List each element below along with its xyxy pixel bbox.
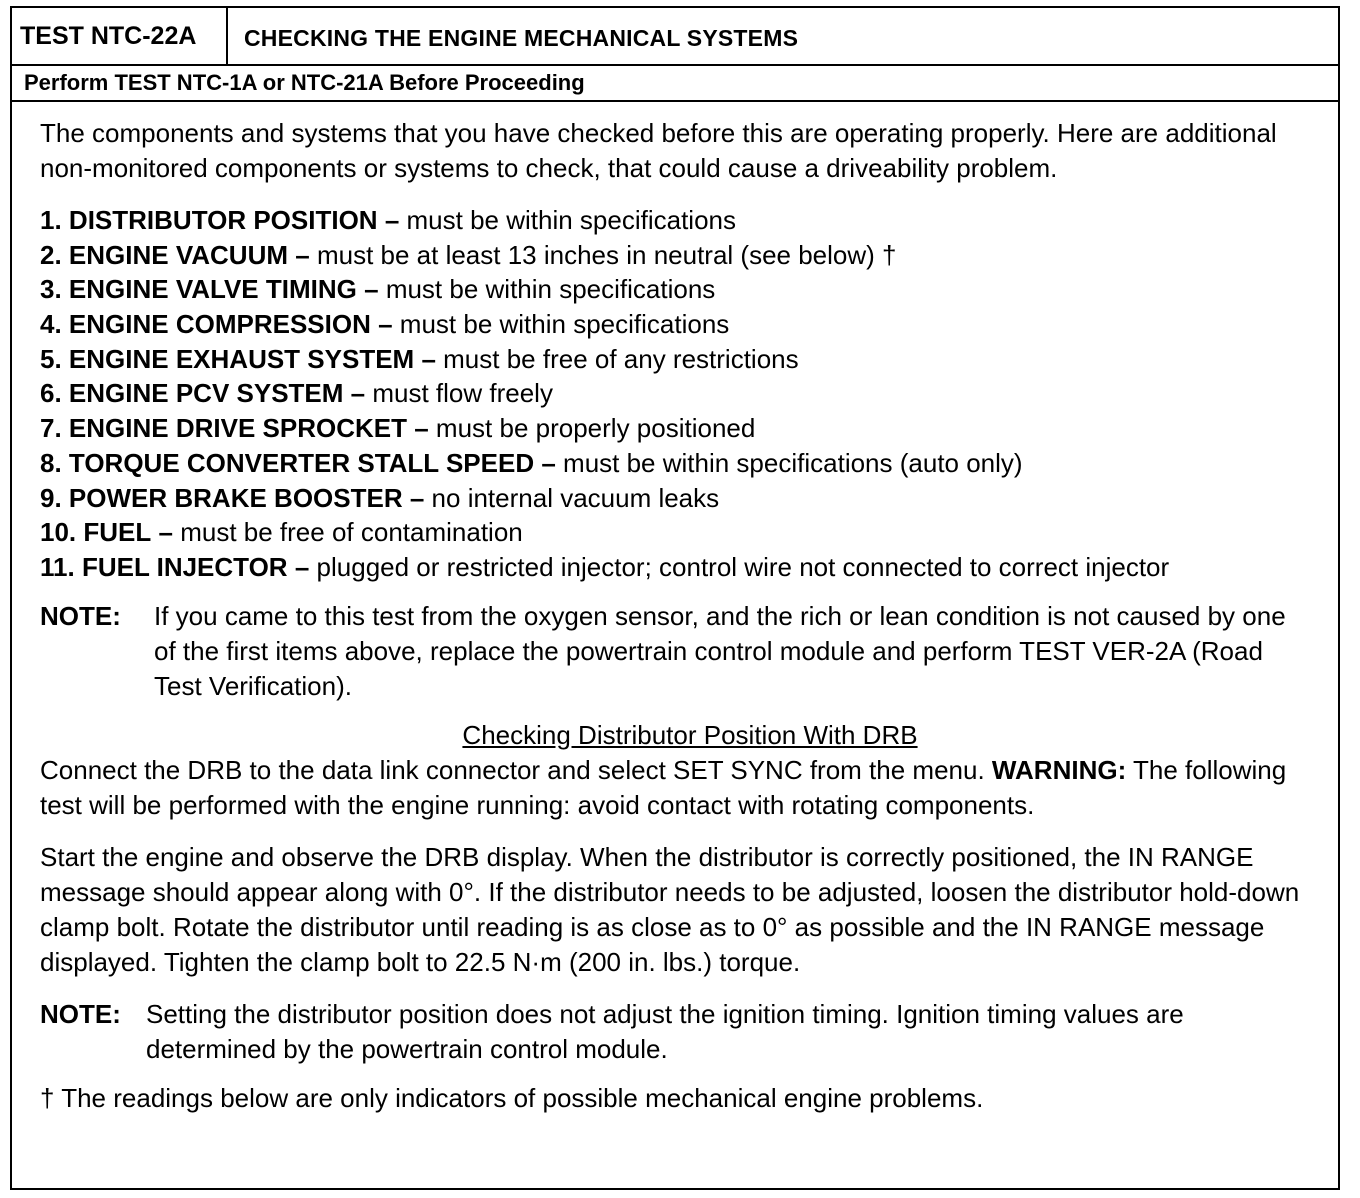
check-item [40, 376, 1310, 411]
step-desc: must be within specifications [385, 274, 716, 305]
check-item [40, 238, 1310, 273]
step-desc: must be properly positioned [435, 413, 756, 444]
test-id: TEST NTC-22A [12, 8, 228, 64]
step-dash: – [421, 343, 436, 374]
procedure-body [40, 116, 1310, 1133]
step-name: POWER BRAKE BOOSTER [68, 482, 403, 513]
step-name: ENGINE VALVE TIMING [68, 274, 357, 305]
step-dash: – [541, 447, 556, 478]
step-dash: – [350, 378, 366, 409]
step-number: 3. [40, 274, 62, 305]
step-name: FUEL [83, 517, 152, 548]
drb-connect-paragraph [40, 753, 1310, 823]
step-desc: must flow freely [372, 378, 553, 409]
step-name: ENGINE COMPRESSION [68, 309, 371, 340]
note-oxygen-sensor [40, 599, 1310, 704]
step-number: 9. [40, 482, 62, 513]
adjust-paragraph: Start the engine and observe the DRB display. When the distributor is correctly positioned, the IN RANGE message should appear along with 0°. If the distributor needs to be adjusted, loosen the distributor hold-down clamp bolt. Rotate the distributor until reading is as close as to 0° as possible and the IN RANGE message displayed. Tighten the clamp bolt to 22.5 N·m (200 in. lbs.) torque. [40, 841, 1300, 977]
step-name: ENGINE VACUUM [68, 239, 289, 270]
step-desc: must be free of contamination [180, 517, 523, 548]
warning-text: The following test will be performed with the engine running: avoid contact with rotating components. [40, 754, 1287, 820]
step-number: 10. [40, 517, 77, 548]
header-row [12, 8, 1338, 66]
step-dash: – [414, 413, 429, 444]
prerequisite: Perform TEST NTC-1A or NTC-21A Before Proceeding [12, 64, 1338, 102]
step-desc: must be within specifications [406, 205, 736, 235]
step-dash: – [409, 482, 425, 513]
check-item [40, 411, 1310, 446]
check-item [40, 307, 1310, 342]
check-item [40, 203, 1310, 238]
check-item [40, 550, 1310, 585]
step-dash: – [384, 205, 400, 235]
step-desc: plugged or restricted injector; control wire not connected to correct injector [316, 551, 1170, 582]
step-name: DISTRIBUTOR POSITION [68, 205, 378, 235]
step-number: 6. [40, 378, 62, 409]
check-item [40, 272, 1310, 307]
note-ignition-timing [40, 997, 1310, 1067]
step-number: 7. [40, 413, 62, 444]
note-label: NOTE: [40, 600, 121, 631]
note-label: NOTE: [40, 998, 121, 1029]
check-list [40, 203, 1310, 585]
step-name: TORQUE CONVERTER STALL SPEED [68, 447, 535, 478]
section-heading: Checking Distributor Position With DRB [462, 719, 918, 750]
warning-label: WARNING: [991, 754, 1127, 785]
step-name: ENGINE DRIVE SPROCKET [68, 413, 407, 444]
step-dash: – [364, 274, 379, 305]
check-item [40, 515, 1310, 550]
note-text: Setting the distributor position does not adjust the ignition timing. Ignition timing values are determined by the powertrain control module. [146, 998, 1184, 1064]
step-number: 4. [40, 309, 62, 340]
procedure-frame [10, 6, 1340, 1190]
step-dash: – [158, 517, 173, 548]
note-text: If you came to this test from the oxygen sensor, and the rich or lean condition is not caused by one of the first items above, replace the powertrain control module and perform TEST VER-2A (Road Test Verification). [154, 600, 1286, 701]
step-desc: must be at least 13 inches in neutral (see below) † [316, 239, 897, 270]
step-number: 1. [40, 205, 62, 235]
step-desc: must be within specifications (auto only) [563, 447, 1023, 478]
step-desc: no internal vacuum leaks [431, 482, 720, 513]
connect-text: Connect the DRB to the data link connector and select SET SYNC from the menu. [40, 754, 992, 785]
step-desc: must be within specifications [399, 309, 730, 340]
step-number: 2. [40, 239, 62, 270]
footnote: † The readings below are only indicators of possible mechanical engine problems. [40, 1082, 984, 1113]
check-item [40, 446, 1310, 481]
step-number: 8. [40, 447, 62, 478]
intro-paragraph: The components and systems that you have checked before this are operating properly. Here are additional non-monitored components or systems to check, that could cause a driveability problem. [40, 118, 1277, 183]
step-name: ENGINE PCV SYSTEM [68, 378, 344, 409]
step-desc: must be free of any restrictions [443, 343, 799, 374]
check-item [40, 481, 1310, 516]
step-name: FUEL INJECTOR [81, 551, 288, 582]
step-number: 5. [40, 343, 62, 374]
test-title: CHECKING THE ENGINE MECHANICAL SYSTEMS [244, 25, 799, 51]
step-number: 11. [40, 551, 75, 582]
step-name: ENGINE EXHAUST SYSTEM [68, 343, 415, 374]
check-item [40, 342, 1310, 377]
step-dash: – [294, 551, 310, 582]
step-dash: – [295, 239, 310, 270]
step-dash: – [378, 309, 393, 340]
